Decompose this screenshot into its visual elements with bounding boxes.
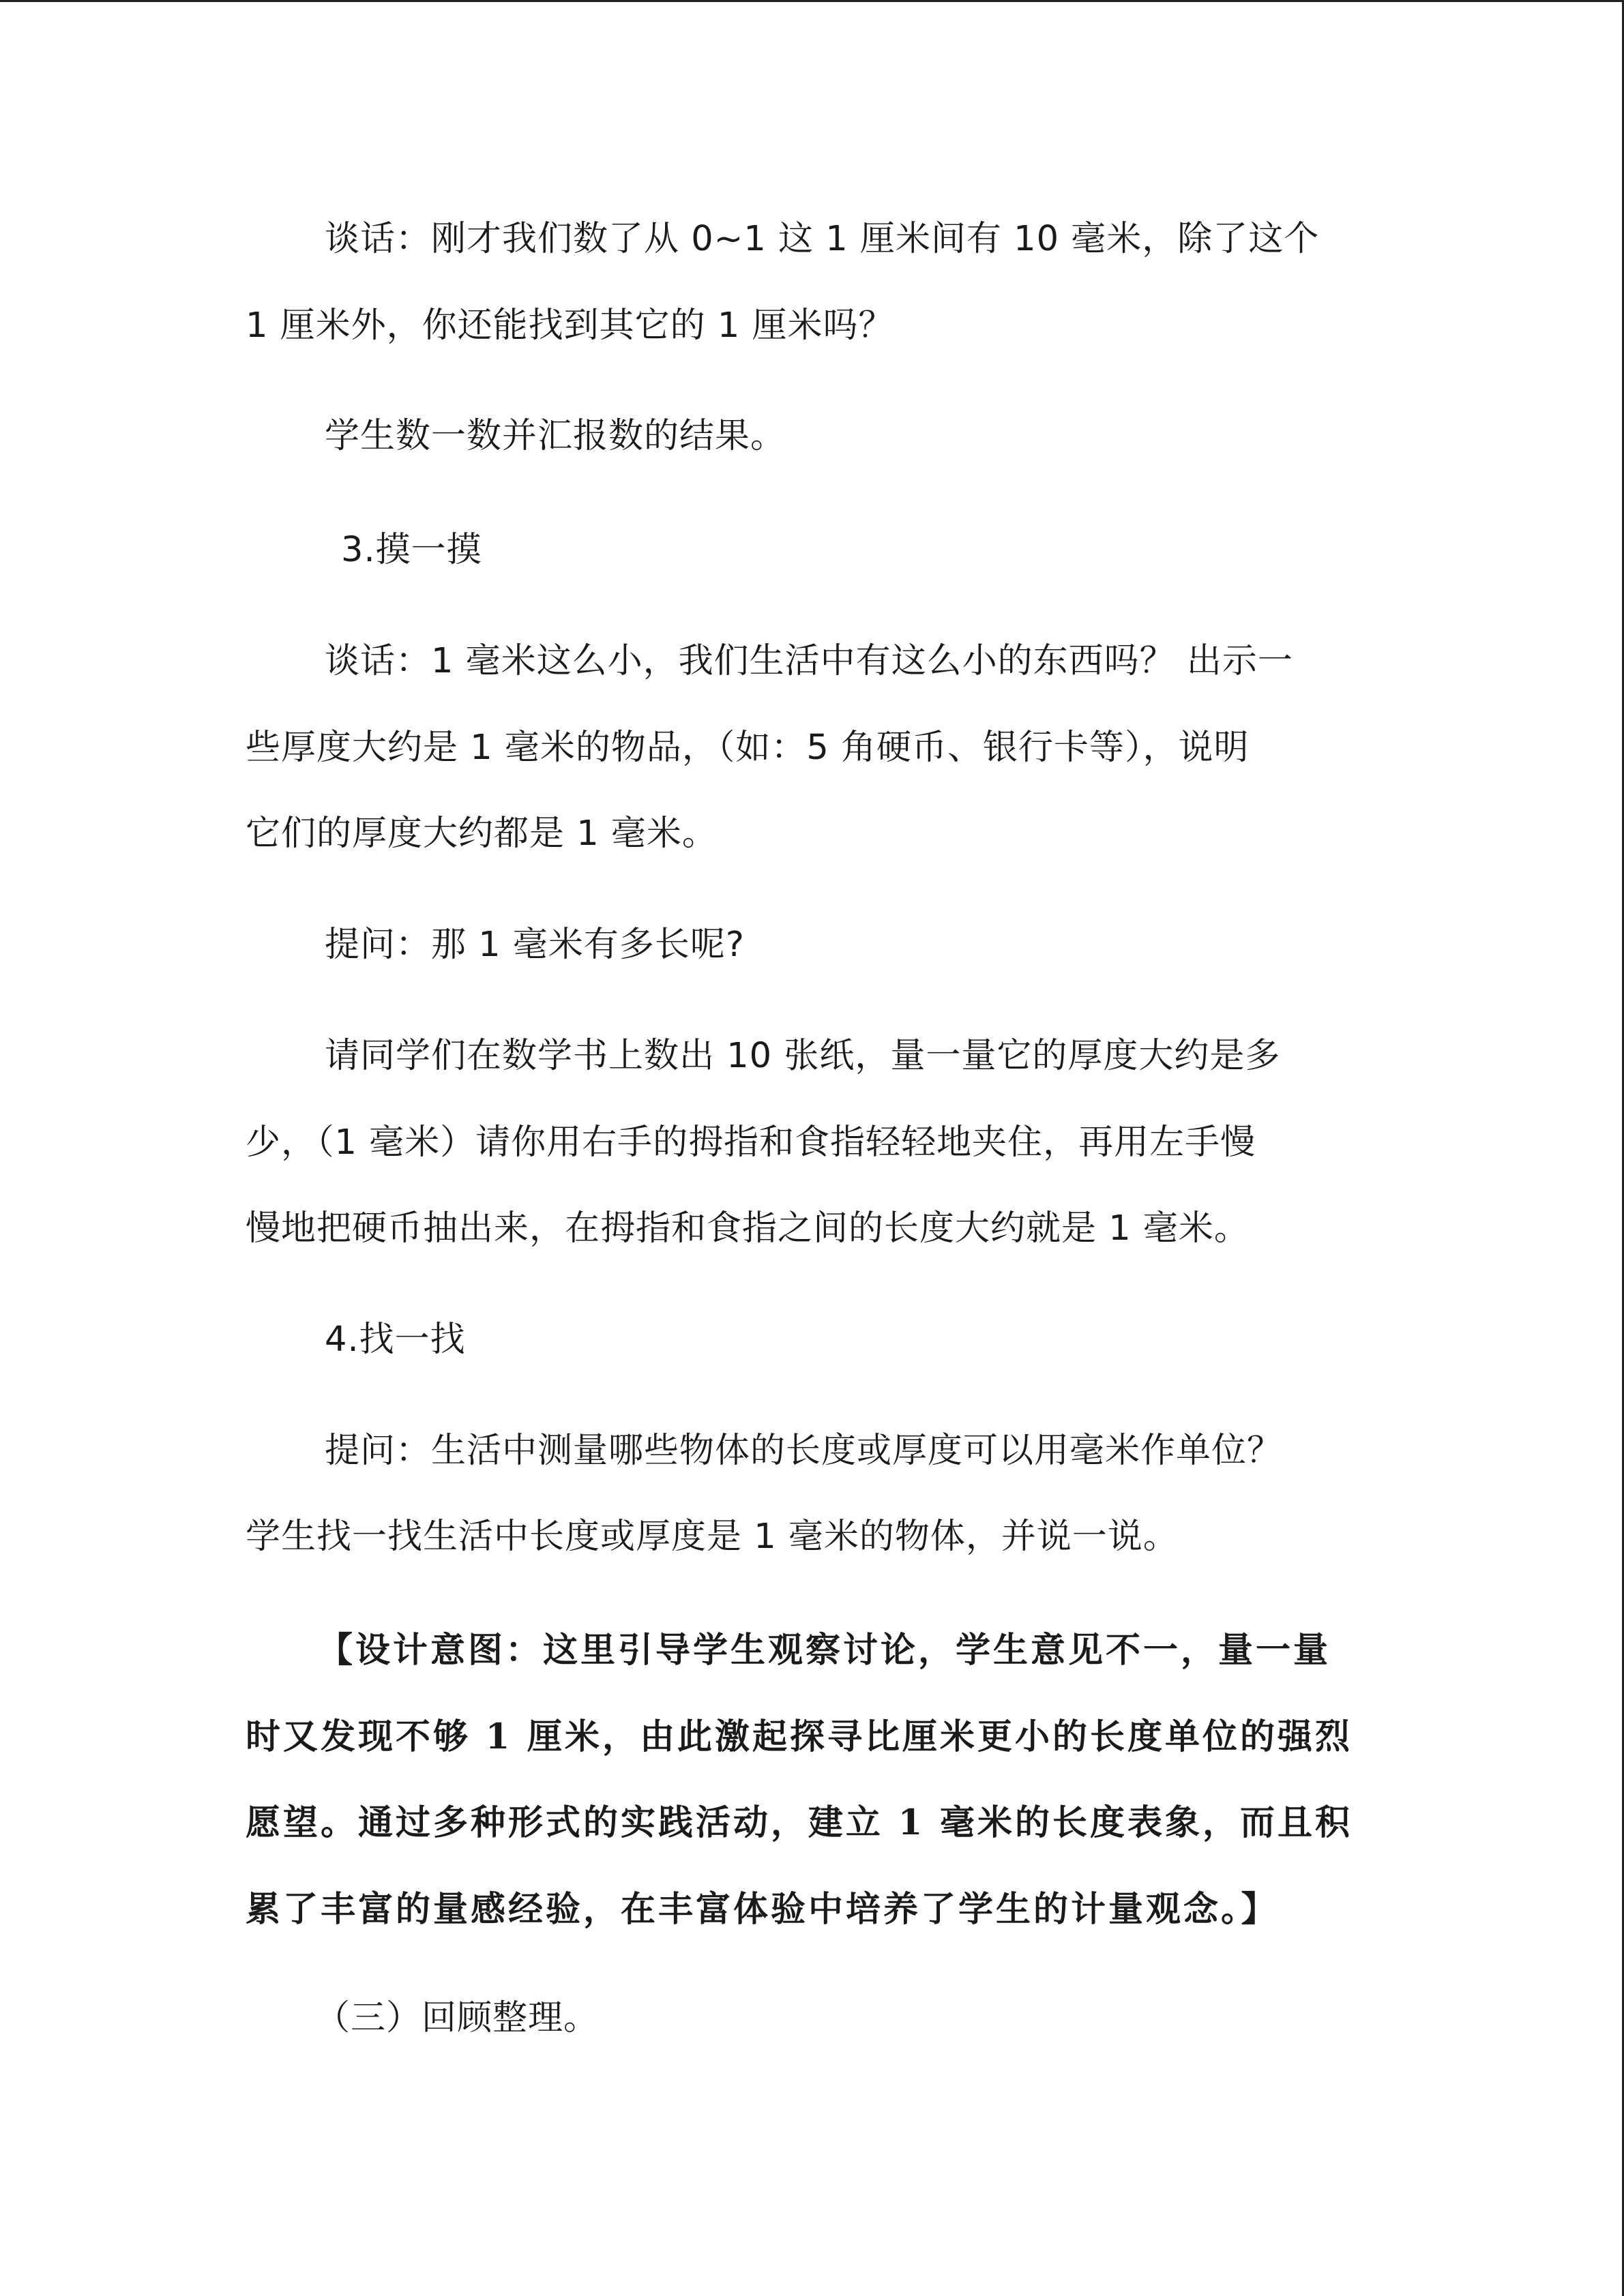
paragraph-line: 1 厘米外，你还能找到其它的 1 厘米吗？ bbox=[246, 305, 894, 346]
design-intent-line: 【设计意图：这里引导学生观察讨论，学生意见不一，量一量 bbox=[318, 1630, 1331, 1671]
paragraph-line: 谈话：刚才我们数了从 0~1 这 1 厘米间有 10 毫米，除了这个 bbox=[325, 219, 1320, 259]
design-intent-line: 时又发现不够 1 厘米，由此激起探寻比厘米更小的长度单位的强烈 bbox=[246, 1716, 1353, 1757]
section-heading: 3.摸一摸 bbox=[341, 530, 482, 570]
paragraph-line: 提问：生活中测量哪些物体的长度或厚度可以用毫米作单位？ bbox=[325, 1431, 1283, 1471]
page-top-border bbox=[0, 0, 1624, 2]
paragraph-line: 学生数一数并汇报数的结果。 bbox=[325, 416, 786, 456]
paragraph-line: 提问：那 1 毫米有多长呢? bbox=[325, 925, 745, 965]
paragraph-line: 少，（1 毫米）请你用右手的拇指和食指轻轻地夹住，再用左手慢 bbox=[246, 1122, 1256, 1163]
section-heading: 4.找一找 bbox=[325, 1320, 466, 1360]
design-intent-line: 愿望。通过多种形式的实践活动，建立 1 毫米的长度表象，而且积 bbox=[246, 1802, 1353, 1843]
paragraph-line: 慢地把硬币抽出来，在拇指和食指之间的长度大约就是 1 毫米。 bbox=[246, 1208, 1250, 1249]
paragraph-line: 它们的厚度大约都是 1 毫米。 bbox=[246, 814, 718, 854]
paragraph-line: 学生找一找生活中长度或厚度是 1 毫米的物体，并说一说。 bbox=[246, 1517, 1179, 1557]
section-heading: （三）回顾整理。 bbox=[315, 1998, 600, 2038]
design-intent-line: 累了丰富的量感经验，在丰富体验中培养了学生的计量观念。】 bbox=[246, 1889, 1279, 1930]
paragraph-line: 谈话：1 毫米这么小，我们生活中有这么小的东西吗？ 出示一 bbox=[325, 641, 1293, 681]
paragraph-line: 些厚度大约是 1 毫米的物品，（如：5 角硬币、银行卡等），说明 bbox=[246, 728, 1250, 768]
paragraph-line: 请同学们在数学书上数出 10 张纸，量一量它的厚度大约是多 bbox=[325, 1036, 1281, 1076]
